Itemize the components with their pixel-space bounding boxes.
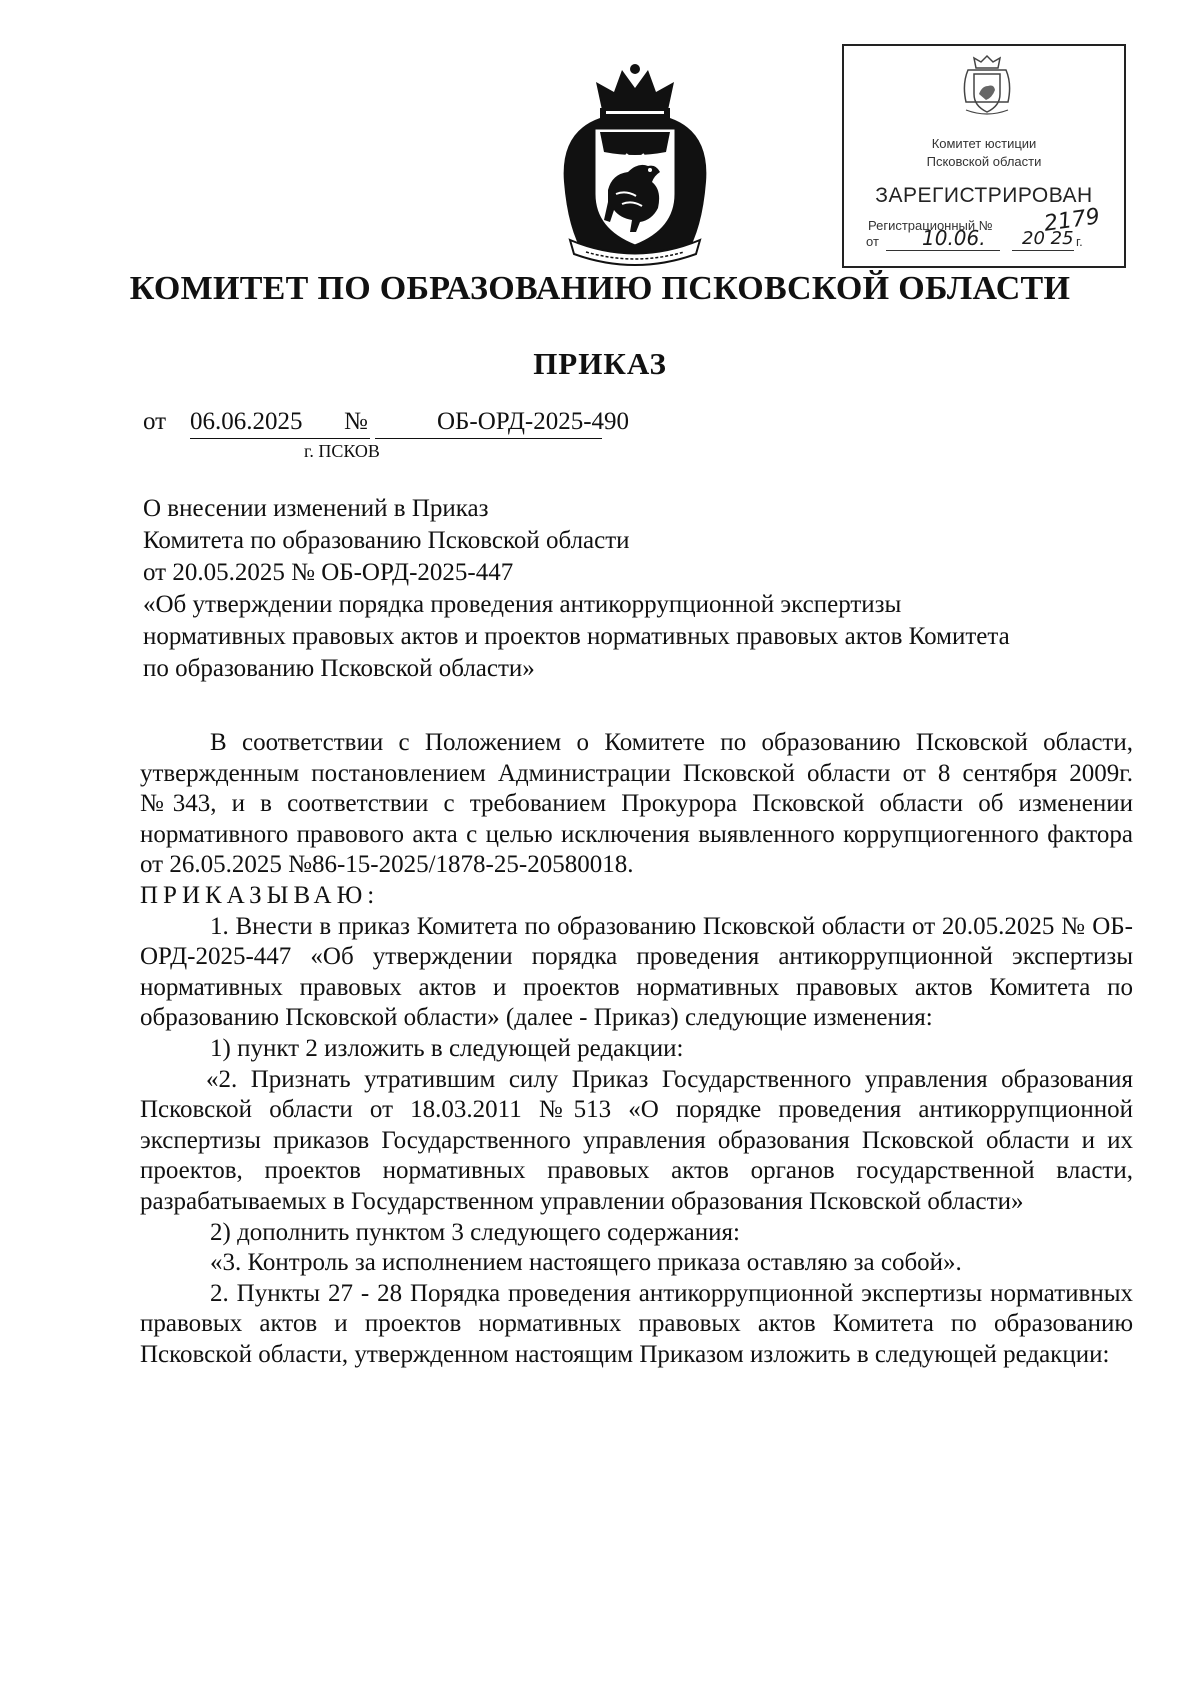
stamp-year-suffix: г. [1076, 234, 1083, 249]
coat-of-arms-icon [556, 62, 714, 267]
stamp-status: ЗАРЕГИСТРИРОВАН [875, 184, 1093, 207]
subject-line: нормативных правовых актов и проектов нормативных правовых актов Комитета [143, 623, 1010, 650]
stamp-org-line1: Комитет юстиции [931, 136, 1037, 151]
subject-line: от 20.05.2025 № ОБ-ОРД-2025-447 [143, 559, 514, 586]
number-underline [375, 438, 602, 439]
item-2-paragraph: 2. Пункты 27 - 28 Порядка проведения антикоррупционной экспертизы нормативных правовых актов и проектов нормативных правовых актов Комитета по образованию Псковской области, утвержденном настоящим Приказом изложить в следующей редакции: [140, 1279, 1133, 1368]
subject-line: «Об утверждении порядка проведения антикоррупционной экспертизы [143, 591, 902, 618]
subject-line: по образованию Псковской области» [143, 655, 535, 682]
org-title: КОМИТЕТ ПО ОБРАЗОВАНИЮ ПСКОВСКОЙ ОБЛАСТИ [129, 270, 1071, 307]
subject-line: Комитета по образованию Псковской области [143, 527, 630, 554]
date-prefix: от [143, 408, 167, 435]
item-1-1-paragraph: 1) пункт 2 изложить в следующей редакции: [210, 1034, 684, 1062]
stamp-year: 20 25 [1022, 228, 1074, 249]
stamp-year-underline [1012, 250, 1074, 251]
stamp-reg-label: Регистрационный № [868, 218, 993, 233]
stamp-reg-number: 2179 [1042, 204, 1102, 237]
order-word: ПРИКАЗЫВАЮ: [140, 881, 380, 909]
registration-stamp [842, 44, 1126, 268]
order-body [140, 728, 1133, 1370]
date-underline [190, 438, 370, 439]
subject-line: О внесении изменений в Приказ [143, 495, 489, 522]
city: г. ПСКОВ [304, 441, 380, 461]
stamp-emblem-icon [962, 54, 1012, 118]
document-type: ПРИКАЗ [533, 346, 667, 381]
order-number: ОБ-ОРД-2025-490 [437, 408, 630, 435]
item-1-2-paragraph: 2) дополнить пунктом 3 следующего содержания: [210, 1218, 740, 1246]
item-1-2-text-paragraph: «3. Контроль за исполнением настоящего приказа оставляю за собой». [210, 1249, 962, 1277]
stamp-date-prefix: от [866, 234, 879, 249]
stamp-date: 10.06. [922, 226, 986, 250]
stamp-date-row [866, 226, 1110, 250]
stamp-org-line2: Псковской области [926, 154, 1042, 169]
stamp-date-underline [886, 250, 1000, 251]
item-1-paragraph: 1. Внести в приказ Комитета по образованию Псковской области от 20.05.2025 № ОБ-ОРД-2025-447 «Об утверждении порядка проведения антикоррупционной экспертизы нормативных правовых актов и проектов нормативных правовых актов Комитета по образованию Псковской области» (далее - Приказ) следующие изменения: [140, 912, 1133, 1032]
number-sign: № [344, 408, 368, 435]
order-subject [143, 493, 1133, 685]
order-date: 06.06.2025 [190, 408, 303, 435]
item-1-1-text-paragraph: «2. Признать утратившим силу Приказ Государственного управления образования Псковской области от 18.03.2011 №513 «О порядке проведения антикоррупционной экспертизы приказов Государственного управления образования Псковской области и их проектов, проектов нормативных правовых актов органов государственной власти, разрабатываемых в Государственном управлении образования Псковской области» [140, 1065, 1133, 1215]
preamble-paragraph: В соответствии с Положением о Комитете по образованию Псковской области, утвержденным постановлением Администрации Псковской области от 8 сентября 2009г. №343, и в соответствии с требованием Прокурора Псковской области об изменении нормативного правового акта с целью исключения выявленного коррупциогенного фактора от 26.05.2025 №86-15-2025/1878-25-20580018. [140, 729, 1133, 879]
